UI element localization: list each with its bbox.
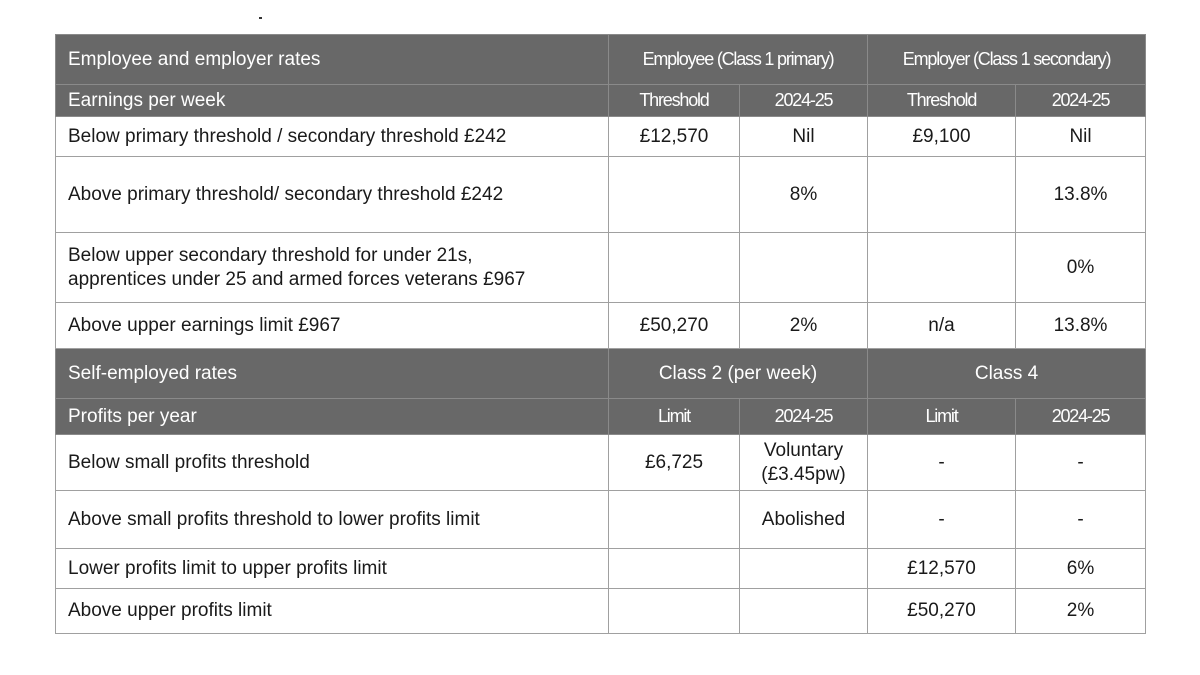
employer-rate-header: 2024-25 [1016, 85, 1146, 117]
table-row [56, 117, 1146, 157]
table-row [56, 233, 1146, 303]
table-row [56, 589, 1146, 634]
stray-mark [259, 17, 262, 19]
ni-rates-table [55, 34, 1146, 634]
class4-limit-cell: - [868, 435, 1016, 491]
class4-rate-cell: - [1016, 491, 1146, 549]
row-label: Above primary threshold/ secondary threshold £242 [56, 157, 609, 233]
class4-group-header: Class 4 [868, 349, 1146, 399]
row-label [56, 233, 609, 303]
row-label: Below small profits threshold [56, 435, 609, 491]
employee-threshold-cell: £12,570 [609, 117, 740, 157]
class4-limit-cell: - [868, 491, 1016, 549]
table-row [56, 491, 1146, 549]
employer-threshold-cell [868, 157, 1016, 233]
class4-rate-cell: 2% [1016, 589, 1146, 634]
employer-rate-cell: 13.8% [1016, 303, 1146, 349]
employee-rate-cell [740, 233, 868, 303]
row-label: Lower profits limit to upper profits limit [56, 549, 609, 589]
employer-group-header: Employer (Class 1 secondary) [868, 35, 1146, 85]
employee-threshold-cell: £50,270 [609, 303, 740, 349]
class2-limit-cell [609, 549, 740, 589]
employee-rate-cell: 8% [740, 157, 868, 233]
class2-group-header: Class 2 (per week) [609, 349, 868, 399]
class2-rate-line: Voluntary [763, 439, 844, 461]
class2-limit-cell [609, 491, 740, 549]
self-employed-section-header [56, 349, 1146, 399]
employee-rate-cell: 2% [740, 303, 868, 349]
employee-threshold-cell [609, 233, 740, 303]
employee-rate-header: 2024-25 [740, 85, 868, 117]
employer-rate-cell: Nil [1016, 117, 1146, 157]
profits-per-year-label: Profits per year [56, 399, 609, 435]
self-employed-subheader-row [56, 399, 1146, 435]
class2-rate-cell [740, 549, 868, 589]
table-row [56, 303, 1146, 349]
class2-rate-cell [740, 589, 868, 634]
row-label: Below primary threshold / secondary threshold £242 [56, 117, 609, 157]
class2-rate-line: (£3.45pw) [761, 463, 846, 485]
employee-subheader-row [56, 85, 1146, 117]
employer-rate-cell: 0% [1016, 233, 1146, 303]
row-label: Above small profits threshold to lower profits limit [56, 491, 609, 549]
class2-rate-header: 2024-25 [740, 399, 868, 435]
employer-threshold-header: Threshold [868, 85, 1016, 117]
table-row [56, 435, 1146, 491]
employee-threshold-cell [609, 157, 740, 233]
employer-rate-cell: 13.8% [1016, 157, 1146, 233]
employee-section-header [56, 35, 1146, 85]
class2-limit-header: Limit [609, 399, 740, 435]
class2-rate-cell: Abolished [740, 491, 868, 549]
class4-rate-cell: 6% [1016, 549, 1146, 589]
class4-limit-cell: £12,570 [868, 549, 1016, 589]
row-label-line: apprentices under 25 and armed forces veterans £967 [68, 268, 526, 290]
class2-limit-cell [609, 589, 740, 634]
table-row [56, 549, 1146, 589]
employer-threshold-cell: £9,100 [868, 117, 1016, 157]
employee-group-header: Employee (Class 1 primary) [609, 35, 868, 85]
employee-threshold-header: Threshold [609, 85, 740, 117]
class4-limit-header: Limit [868, 399, 1016, 435]
class2-limit-cell: £6,725 [609, 435, 740, 491]
employee-section-title: Employee and employer rates [56, 35, 609, 85]
self-employed-section-title: Self-employed rates [56, 349, 609, 399]
employee-rate-cell: Nil [740, 117, 868, 157]
row-label-line: Below upper secondary threshold for under 21s, [68, 244, 473, 266]
employer-threshold-cell: n/a [868, 303, 1016, 349]
class2-rate-cell [740, 435, 868, 491]
class4-limit-cell: £50,270 [868, 589, 1016, 634]
row-label: Above upper earnings limit £967 [56, 303, 609, 349]
earnings-per-week-label: Earnings per week [56, 85, 609, 117]
table-row [56, 157, 1146, 233]
class4-rate-cell: - [1016, 435, 1146, 491]
row-label: Above upper profits limit [56, 589, 609, 634]
employer-threshold-cell [868, 233, 1016, 303]
class4-rate-header: 2024-25 [1016, 399, 1146, 435]
